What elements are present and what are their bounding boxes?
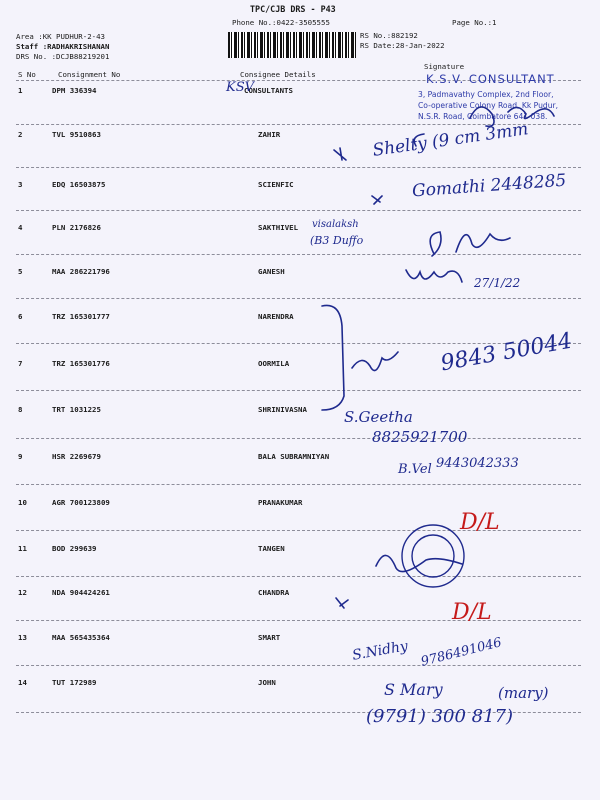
row-sno: 6 bbox=[18, 312, 23, 321]
handwritten-signature-2: Shelty (9 cm 3mm bbox=[371, 119, 530, 161]
signature-row7-icon bbox=[352, 352, 398, 371]
row-sno: 2 bbox=[18, 130, 23, 139]
row-consignment: TRZ 165301776 bbox=[52, 359, 110, 368]
row-consignment: TRZ 165301777 bbox=[52, 312, 110, 321]
col-signature: Signature bbox=[424, 62, 465, 71]
row-consignment: DPM 336394 bbox=[52, 86, 97, 95]
row-consignment: PLN 2176826 bbox=[52, 223, 101, 232]
handwritten-signature-9a: B.Vel bbox=[398, 462, 432, 477]
staff-label: Staff :RADHAKRISHANAN bbox=[16, 42, 110, 51]
row-consignment: TUT 172989 bbox=[52, 678, 97, 687]
row-sno: 11 bbox=[18, 544, 27, 553]
row-consignee: SMART bbox=[258, 633, 281, 642]
row-consignee: PRANAKUMAR bbox=[258, 498, 303, 507]
row-consignee: OORMILA bbox=[258, 359, 290, 368]
row-consignee: SCIENFIC bbox=[258, 180, 294, 189]
handwritten-signature-14c: (9791) 300 817) bbox=[366, 706, 514, 727]
signature-row4-icon bbox=[430, 232, 510, 256]
row-sno: 8 bbox=[18, 405, 23, 414]
row-consignee: ZAHIR bbox=[258, 130, 281, 139]
row-consignee: JOHN bbox=[258, 678, 276, 687]
row-sno: 4 bbox=[18, 223, 23, 232]
row-sno: 10 bbox=[18, 498, 27, 507]
row-sno: 9 bbox=[18, 452, 23, 461]
row-consignment: MAA 286221796 bbox=[52, 267, 110, 276]
handwritten-signature-3: Gomathi 2448285 bbox=[411, 170, 567, 202]
handwritten-dl-1: D/L bbox=[460, 510, 500, 535]
cross-mark-row12-icon bbox=[336, 598, 348, 608]
row-consignee: NARENDRA bbox=[258, 312, 294, 321]
handwritten-dl-2: D/L bbox=[452, 600, 492, 625]
col-consignee: Consignee Details bbox=[240, 70, 316, 79]
row-consignment: AGR 700123809 bbox=[52, 498, 110, 507]
handwritten-signature-9b: 9443042333 bbox=[436, 456, 519, 471]
row-sno: 5 bbox=[18, 267, 23, 276]
handwritten-signature-13b: 9786491046 bbox=[419, 635, 504, 670]
row-sno: 7 bbox=[18, 359, 23, 368]
phone-number: Phone No.:0422-3505555 bbox=[232, 18, 330, 27]
stamp-line-2: Co-operative Colony Road, Kk Pudur, bbox=[418, 101, 559, 110]
handwritten-date: 27/1/22 bbox=[474, 276, 521, 290]
bracket-mark-icon bbox=[322, 305, 344, 410]
handwritten-signature-14a: S Mary bbox=[384, 680, 443, 699]
signature-row5-icon bbox=[406, 270, 462, 282]
row-consignment: TVL 9510863 bbox=[52, 130, 101, 139]
row-consignee: TANGEN bbox=[258, 544, 285, 553]
cross-mark-row3-icon bbox=[372, 196, 382, 204]
row-sno: 13 bbox=[18, 633, 27, 642]
handwritten-signature-8a: S.Geetha bbox=[344, 408, 413, 426]
stamp-name: K.S.V. CONSULTANT bbox=[426, 72, 555, 86]
handwritten-signature-14b: (mary) bbox=[498, 684, 549, 702]
handwritten-signature-4a: visalaksh bbox=[312, 219, 359, 230]
stamp-line-3: N.S.R. Road, Coimbatore 641 038. bbox=[418, 112, 548, 121]
handwritten-signature-8b: 8825921700 bbox=[372, 428, 468, 446]
col-consignment: Consignment No bbox=[58, 70, 121, 79]
cross-mark-row2-icon bbox=[334, 148, 346, 160]
drs-number: DRS No. :DCJB88219201 bbox=[16, 52, 110, 61]
document-title: TPC/CJB DRS - P43 bbox=[250, 4, 336, 14]
area-label: Area :KK PUDHUR-2-43 bbox=[16, 32, 105, 41]
handwritten-ksv: KSV bbox=[226, 80, 255, 95]
row-consignment: TRT 1031225 bbox=[52, 405, 101, 414]
round-seal-icon bbox=[402, 525, 464, 587]
row-sno: 3 bbox=[18, 180, 23, 189]
page-number: Page No.:1 bbox=[452, 18, 497, 27]
row-consignee: CHANDRA bbox=[258, 588, 290, 597]
row-consignment: BOD 299639 bbox=[52, 544, 97, 553]
row-sno: 1 bbox=[18, 86, 23, 95]
row-consignee: SHRINIVASNA bbox=[258, 405, 307, 414]
row-consignee: GANESH bbox=[258, 267, 285, 276]
row-consignee: CONSULTANTS bbox=[244, 86, 293, 95]
row-consignment: MAA 565435364 bbox=[52, 633, 110, 642]
stamp-line-1: 3, Padmavathy Complex, 2nd Floor, bbox=[418, 90, 554, 99]
handwritten-signature-7: 9843 50044 bbox=[438, 328, 575, 377]
row-consignee: BALA SUBRAMNIYAN bbox=[258, 452, 330, 461]
row-consignment: NDA 904424261 bbox=[52, 588, 110, 597]
col-sno: S No bbox=[18, 70, 36, 79]
scribble-row1-icon bbox=[470, 107, 554, 126]
row-consignment: EDQ 16503875 bbox=[52, 180, 106, 189]
cross-mark-row2b-icon bbox=[414, 134, 424, 146]
handwritten-signature-13a: S.Nidhy bbox=[351, 638, 410, 664]
rs-date: RS Date:28-Jan-2022 bbox=[360, 41, 445, 50]
row-sno: 12 bbox=[18, 588, 27, 597]
row-consignment: HSR 2269679 bbox=[52, 452, 101, 461]
row-consignee: SAKTHIVEL bbox=[258, 223, 299, 232]
row-sno: 14 bbox=[18, 678, 27, 687]
rs-number: RS No.:882192 bbox=[360, 31, 418, 40]
handwritten-signature-4b: (B3 Duffo bbox=[310, 234, 364, 247]
